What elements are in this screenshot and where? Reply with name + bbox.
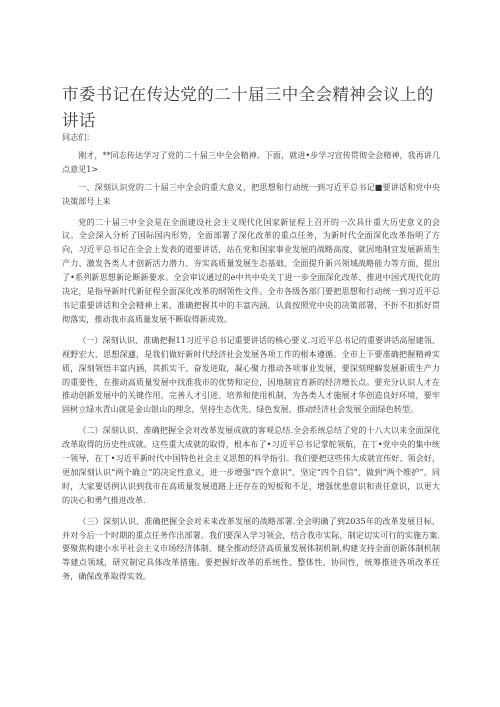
item-paragraph: （一）深刻认识、准确把握11习近平总书记重要讲话的核心要义.习近平总书记的重要讲话高屋建瓴、视野宏大、思想深遽，是我们做好新时代经济社会发展各项工作的根本遵循。全市上下要准确把握精神实质，深刻领悟丰富内涵，其抓实干、奋发进取，凝心聚力推动各项事业发展，要深刻理解发展新质生产力的重要性，在推动高质量发展中找准我市的优势和定位，因地制宜育新的经济增长点。要充分认识人才在推动创新发展中的关键作用，完善人才引进、培养和使用机制，为各类人才施展才华创造良好环境，要牢固树立绿水青山就是金山银山的理念，坚持生态优先、绿色发展，推动经济社会发展全面绿色转型。 [62,334,440,415]
document-body [62,131,440,584]
item-paragraph: （三）深刻认识、准确把握全会对未来改革发展的战略部署.全会明确了到2035年的改革发展目标，并对今后一个时期的重点任务作出部署。我们要深入学习领会，结合我市实际，制定切实可行的实施方案.要聚焦构建小水平社会主义市场经济体制、健全推动经济高质量发展体制机制,构建支持全面创新体制机制等建点领域，研究制定具体改革措施。要把握好改革的系统性、整体性、协同性，统筹推进各项改革任务，确保改革取得实效。 [62,515,440,582]
salutation: 同志们： [62,132,95,142]
page-title: 市委书记在传达党的二十届三中全会精神会议上的讲话 [62,85,434,130]
section-paragraph: 党的二十届三中全会是在全面建设社会主义现代化国家新征程上召开的一次具什重大历史意义的会议。全会深入分析了国际国内形势，全面部署了深化改革的重点任务，为新时代全面深化改革指明了方向，习近平总书记在全会上发表的道要讲话，站在党和国家事业发展的战略高度，就因地制宜发展新质生产力、激发各类人才创新活力潜力、夯实高质量发展生态基础、全面提升新兴领域战略能力等方面，提出了•系列新思想新论断新要求。全会审议通过的e中共中央关丁进一步全面深化改革、推进中国式现代化的决定，是指导新时代新征程全面深化改革的纲领性文件。全市各级各部门要把思想和行动统一到习近平总书记重要讲话和全会精神上来，准确把握其中的丰富内涵，认真按照党中央的决策部署，不折不扣抓好贯彻落实，推动我市高质量发展不断取得新成效。 [62,216,440,324]
item-paragraph: （二）深刻认识、准确把握全会对改革发展成就的客观总结.全会系统总结了党的十八大以来全面深化改革取得的历史性成就。这些重大成就的取得，根本布了•习近平总书记掌舵领航，在丁•党中央的集中统一领导，在丁•习近平新时代中国特色社会主义思想的科学指引。我们要把这些伟大成就宣传好、领会好，更加深刻认识“两个确立”的决定性意义，进一步增强“四个意识”、坚定“四个自信”、做到“两个维护”。同时，大家要话例认识到我市在高质量发展道路上还存在的短板和不足，增强忧患意识和责任意识，以更大的决心和勇气推进改革. [62,425,440,505]
intro-paragraph: 刚才，**同志传达学习了党的二十届三中全会精神。下面，就进•步学习宣传贯彻全会精神，我再讲几点意见1> [62,149,440,174]
section-heading: 一、深刻认识党的二十届三中全会的重大意义，把思想和行动统一到习近平总书记■要讲话和党中央决策部号上来 [62,181,440,206]
